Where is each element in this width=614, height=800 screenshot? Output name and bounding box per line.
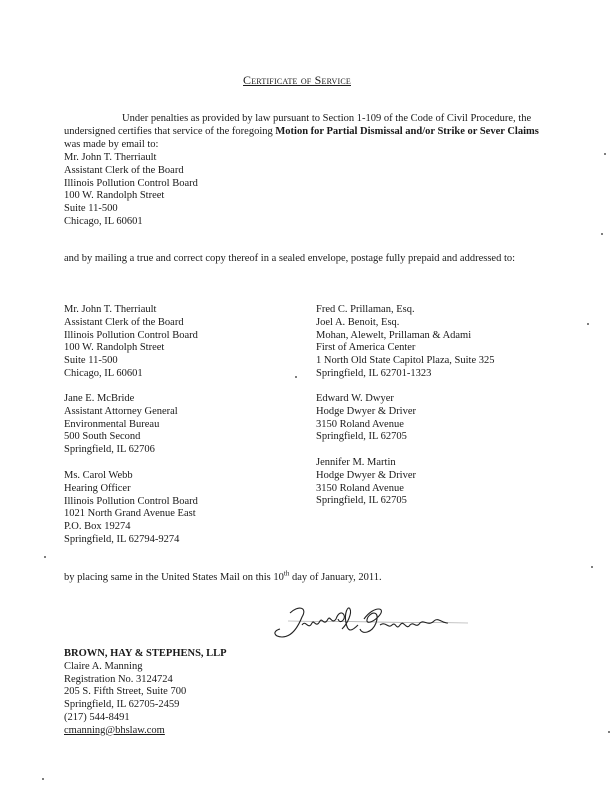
firm-line: Springfield, IL 62705-2459 (64, 699, 180, 711)
address-line: 100 W. Randolph Street (64, 190, 165, 202)
address-line: 500 South Second (64, 431, 141, 443)
scan-speck (591, 566, 593, 568)
signature (268, 603, 488, 643)
address-line: Assistant Clerk of the Board (64, 316, 184, 328)
address-line: Springfield, IL 62706 (64, 444, 155, 456)
address-line: Assistant Clerk of the Board (64, 164, 184, 176)
firm-email-link[interactable]: cmanning@bhslaw.com (64, 724, 165, 736)
address-line: Environmental Bureau (64, 418, 160, 430)
addressee-prillaman (316, 304, 494, 381)
address-line: 3150 Roland Avenue (316, 482, 404, 494)
address-line: Fred C. Prillaman, Esq. (316, 304, 415, 315)
address-line: Suite 11-500 (64, 355, 118, 367)
firm-name: BROWN, HAY & STEPHENS, LLP (64, 648, 227, 659)
address-line: First of America Center (316, 342, 416, 354)
address-line: 1 North Old State Capitol Plaza, Suite 325 (316, 355, 495, 367)
address-line: Assistant Attorney General (64, 405, 178, 417)
address-line: Springfield, IL 62701-1323 (316, 367, 432, 379)
ordinal-suffix: th (283, 569, 290, 578)
firm-line: Registration No. 3124724 (64, 673, 173, 685)
address-line: P.O. Box 19274 (64, 521, 131, 533)
address-line: Jane E. McBride (64, 393, 135, 404)
address-line: Springfield, IL 62705 (316, 495, 407, 507)
intro-text-before: Under penalties as provided by law pursuant to Section 1-109 of the Code of Civil Procedure, the undersigned certifies that service of the foregoing (64, 113, 532, 137)
address-line: Ms. Carol Webb (64, 470, 133, 481)
scan-speck (604, 153, 606, 155)
addressee-mcbride (64, 393, 178, 457)
scan-speck (608, 731, 610, 733)
intro-paragraph (64, 113, 540, 151)
addressee-martin (316, 457, 416, 508)
addressee-webb (64, 470, 198, 547)
address-line: Chicago, IL 60601 (64, 215, 143, 227)
mailing-date-statement (64, 569, 540, 585)
address-line: 1021 North Grand Avenue East (64, 508, 196, 520)
address-line: Chicago, IL 60601 (64, 367, 143, 379)
motion-title: Motion for Partial Dismissal and/or Strike or Sever Claims (275, 125, 539, 137)
intro-text-after: was made by email to: (64, 138, 159, 150)
address-line: Illinois Pollution Control Board (64, 495, 198, 507)
addressee-therriault (64, 304, 198, 381)
firm-line: Claire A. Manning (64, 660, 143, 672)
address-line: Hodge Dwyer & Driver (316, 405, 417, 417)
scan-speck (587, 323, 589, 325)
address-line: Mr. John T. Therriault (64, 304, 157, 315)
firm-line: 205 S. Fifth Street, Suite 700 (64, 686, 187, 698)
scan-speck (44, 556, 46, 558)
address-line: Mr. John T. Therriault (64, 152, 157, 163)
certificate-title: Certificate of Service (243, 73, 351, 87)
address-line: Hodge Dwyer & Driver (316, 469, 417, 481)
address-line: 100 W. Randolph Street (64, 342, 165, 354)
scan-speck (601, 233, 603, 235)
address-line: Springfield, IL 62705 (316, 431, 407, 443)
address-line: Illinois Pollution Control Board (64, 177, 198, 189)
address-line: Mohan, Alewelt, Prillaman & Adami (316, 329, 472, 341)
address-line: Springfield, IL 62794-9274 (64, 533, 180, 545)
scan-speck (295, 376, 297, 378)
address-line: 3150 Roland Avenue (316, 418, 404, 430)
mailing-intro: and by mailing a true and correct copy thereof in a sealed envelope, postage fully prepaid and addressed to: (64, 253, 516, 264)
firm-line: (217) 544-8491 (64, 711, 130, 723)
address-line: Suite 11-500 (64, 203, 118, 215)
address-line: Edward W. Dwyer (316, 393, 394, 404)
placing-text-before: by placing same in the United States Mail on this 10 (64, 572, 284, 583)
firm-signature-block (64, 648, 227, 738)
email-recipient-address (64, 152, 198, 229)
address-line: Hearing Officer (64, 482, 131, 494)
address-line: Illinois Pollution Control Board (64, 329, 198, 341)
placing-text-after: day of January, 2011. (289, 572, 382, 583)
address-line: Joel A. Benoit, Esq. (316, 316, 400, 328)
addressee-dwyer (316, 393, 416, 444)
address-line: Jennifer M. Martin (316, 457, 396, 468)
scan-speck (42, 778, 44, 780)
